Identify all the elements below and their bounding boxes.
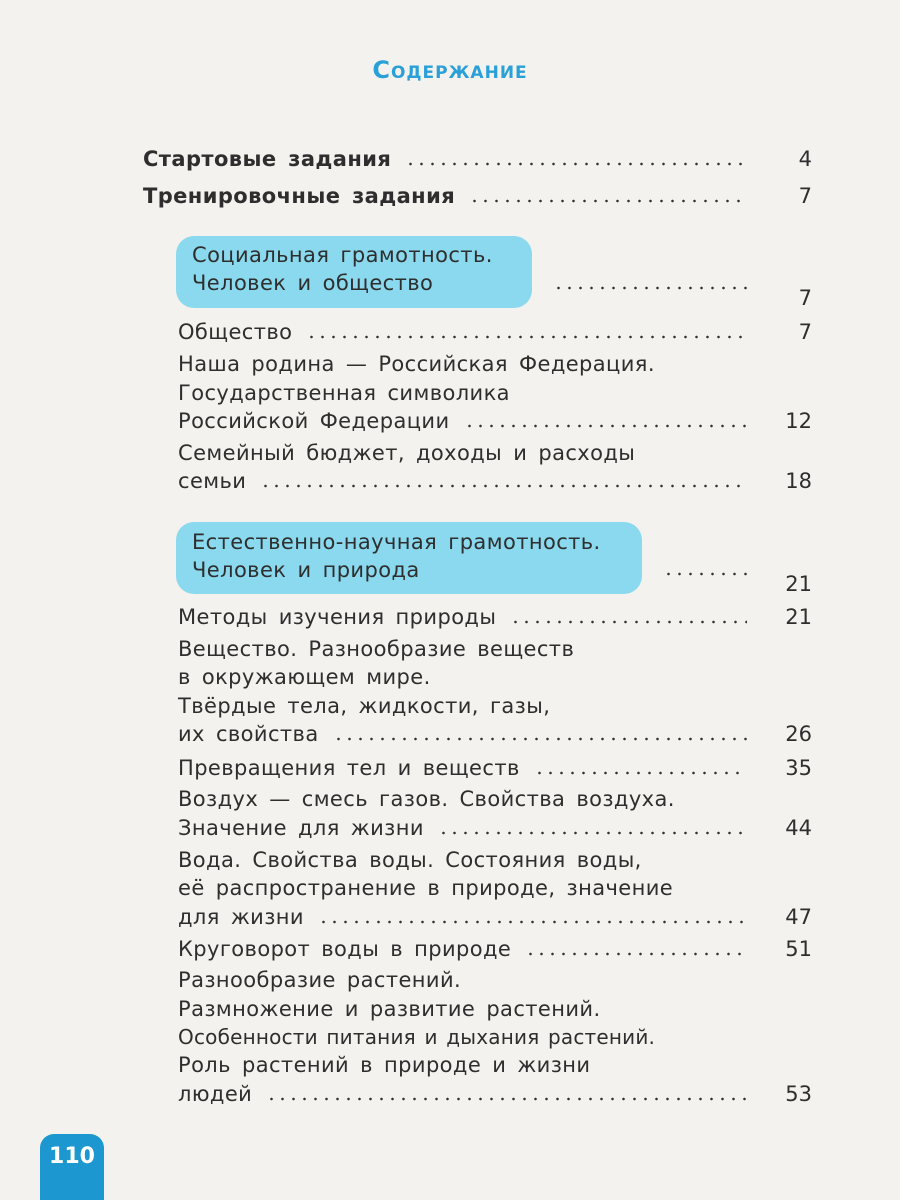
toc-entry-line: Наша родина — Российская Федерация. (178, 352, 655, 376)
toc-page-number: 18 (785, 469, 812, 493)
toc-page-number: 21 (785, 605, 812, 629)
section-heading-line: Социальная грамотность. (192, 243, 493, 267)
toc-entry-label: Общество (178, 320, 293, 344)
dot-leader (534, 771, 747, 775)
toc-page-number: 21 (785, 572, 812, 596)
toc-entry-line: Роль растений в природе и жизни (178, 1053, 591, 1077)
toc-entry-line: Вещество. Разнообразие веществ (178, 637, 575, 661)
toc-entry-line: в окружающем мире. (178, 665, 431, 689)
toc-entry[interactable] (178, 409, 755, 433)
toc-entry-training[interactable] (143, 184, 755, 208)
toc-entry-label: Превращения тел и веществ (178, 756, 520, 780)
dot-leader (438, 831, 747, 835)
toc-entry-label: Тренировочные задания (143, 184, 456, 208)
dot-leader (266, 1097, 747, 1101)
toc-page-number: 7 (798, 320, 812, 344)
toc-entry-label: для жизни (178, 905, 304, 929)
toc-page-number: 44 (785, 816, 812, 840)
toc-entry-label: Стартовые задания (143, 147, 392, 171)
toc-entry-start[interactable] (143, 147, 755, 171)
toc-entry[interactable] (178, 605, 755, 629)
toc-entry-label: их свойства (178, 722, 319, 746)
dot-leader (663, 572, 747, 576)
page-number-tab: 110 (40, 1134, 104, 1200)
toc-page-number: 35 (785, 756, 812, 780)
section-heading-line: Человек и природа (192, 558, 420, 582)
toc-entry-line: Вода. Свойства воды. Состояния воды, (178, 848, 642, 872)
dot-leader (469, 199, 747, 203)
dot-leader (464, 424, 747, 428)
toc-entry[interactable] (178, 937, 755, 961)
toc-entry[interactable] (178, 905, 755, 929)
toc-page-number: 4 (798, 147, 812, 171)
toc-entry-label: семьи (178, 469, 247, 493)
toc-entry-line: Разнообразие растений. (178, 968, 462, 992)
toc-entry[interactable] (178, 756, 755, 780)
toc-entry-label: Методы изучения природы (178, 605, 497, 629)
section-heading-line: Человек и общество (192, 271, 434, 295)
dot-leader (333, 737, 747, 741)
toc-entry[interactable] (178, 320, 755, 344)
toc-entry-line: Семейный бюджет, доходы и расходы (178, 441, 636, 465)
dot-leader (510, 620, 747, 624)
section-heading-leader[interactable] (545, 286, 755, 295)
toc-entry[interactable] (178, 816, 755, 840)
toc-page-number: 7 (798, 184, 812, 208)
section-heading-line: Естественно-научная грамотность. (192, 530, 601, 554)
toc-entry-line: Размножение и развитие растений. (178, 997, 601, 1021)
toc-entry-line: Государственная символика (178, 381, 510, 405)
dot-leader (260, 484, 747, 488)
toc-entry-label: Значение для жизни (178, 816, 424, 840)
toc-entry-label: Российской Федерации (178, 409, 450, 433)
toc-entry[interactable] (178, 722, 755, 746)
toc-entry-line: её распространение в природе, значение (178, 876, 674, 900)
dot-leader (405, 162, 747, 166)
toc-page-number: 47 (785, 905, 812, 929)
toc-entry-label: людей (178, 1082, 253, 1106)
toc-entry-line: Воздух — смесь газов. Свойства воздуха. (178, 787, 675, 811)
toc-entry-line: Твёрдые тела, жидкости, газы, (178, 694, 551, 718)
dot-leader (525, 952, 747, 956)
toc-page-number: 51 (785, 937, 812, 961)
dot-leader (306, 335, 747, 339)
toc-entry-line: Особенности питания и дыхания растений. (178, 1025, 656, 1049)
page-title: Содержание (372, 56, 528, 84)
toc-entry[interactable] (178, 469, 755, 493)
toc-entry[interactable] (178, 1082, 755, 1106)
section-heading-leader[interactable] (655, 572, 755, 581)
dot-leader (318, 920, 747, 924)
dot-leader (553, 286, 747, 290)
toc-page-number: 53 (785, 1082, 812, 1106)
toc-page-number: 7 (798, 286, 812, 310)
toc-entry-label: Круговорот воды в природе (178, 937, 512, 961)
toc-page-number: 26 (785, 722, 812, 746)
toc-page-number: 12 (785, 409, 812, 433)
